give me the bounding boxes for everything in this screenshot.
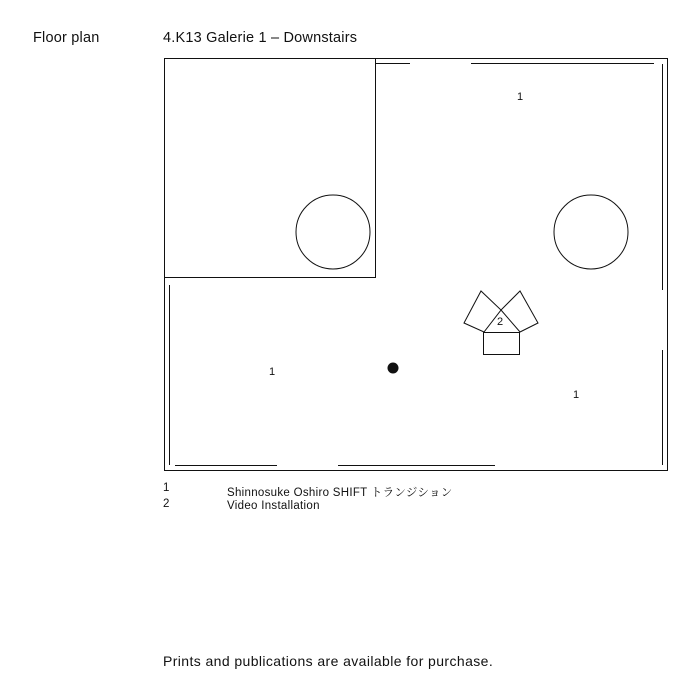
legend-number: 1	[163, 482, 170, 494]
column-right	[554, 195, 628, 269]
screen-front	[484, 333, 520, 355]
outer-wall	[165, 59, 668, 471]
section-label: Floor plan	[33, 30, 100, 46]
screen-left	[464, 291, 504, 332]
upper-left-room	[165, 59, 376, 278]
marker-label: 1	[269, 366, 276, 378]
column-left	[296, 195, 370, 269]
legend-text: Video Installation	[227, 500, 320, 512]
legend-text: Shinnosuke Oshiro SHIFT トランジション	[227, 487, 453, 499]
marker-label: 2	[497, 316, 504, 328]
footer-note: Prints and publications are available for purchase.	[163, 653, 494, 669]
marker-label: 1	[573, 389, 580, 401]
page-title: 4.K13 Galerie 1 – Downstairs	[163, 30, 358, 46]
screen-right	[501, 291, 538, 332]
position-dot	[388, 363, 399, 374]
marker-label: 1	[517, 91, 524, 103]
legend-number: 2	[163, 498, 170, 510]
